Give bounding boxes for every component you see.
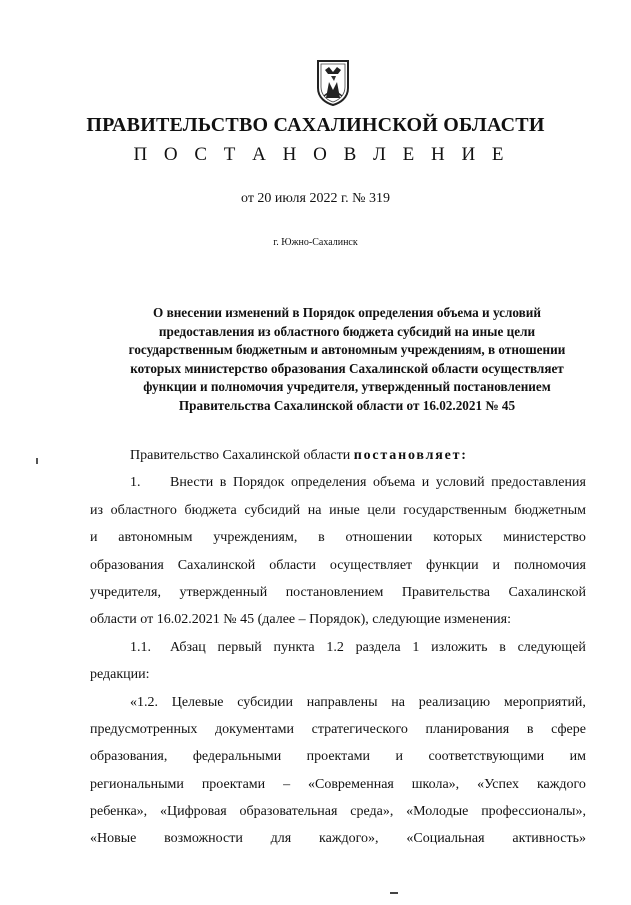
word: возможности [164,831,243,847]
quote-line [90,716,586,743]
word: в [499,639,506,655]
word: полномочия [513,557,586,573]
word: первый [217,639,262,655]
document-subject [112,304,582,416]
quote-line [90,689,586,716]
word: министерство [503,530,586,546]
subject-line: которых министерство образования Сахалинской области осуществляет [130,360,564,376]
item-number: 1.1. [130,639,151,655]
word: активность» [512,831,586,847]
word: которых [433,530,483,546]
word: из [90,502,104,518]
government-title: ПРАВИТЕЛЬСТВО САХАЛИНСКОЙ ОБЛАСТИ [86,114,545,136]
subject-line: предоставления из областного бюджета субсидий на иные цели [158,323,536,339]
word: автономным [118,530,193,546]
word: среда», [350,804,394,820]
decree-prefix: Правительство Сахалинской области [130,448,351,463]
word: образования, [90,749,168,765]
scan-mark [390,892,398,894]
word: бюджета [184,502,237,518]
subject-line: функции и полномочия учредителя, утвержденный постановлением [143,379,551,395]
word: функции [426,557,479,573]
word: изложить [431,639,488,655]
subject-line: Правительства Сахалинской области от 16.02.2021 № 45 [178,397,516,413]
scan-mark [36,458,38,464]
word: области [269,557,316,573]
word: сфере [551,721,586,737]
quote-line [90,743,586,770]
word: направлены [306,694,378,710]
item-1-first-line [90,469,586,496]
word: 1.2 [326,639,344,655]
word: «Молодые [406,804,469,820]
quote-line [90,798,586,825]
word: и [395,749,403,765]
document-body [90,442,586,853]
word: иные [329,502,360,518]
paragraph-line [90,579,586,606]
paragraph-line [90,524,586,551]
document-type: П О С Т А Н О В Л Е Н И Е [133,144,510,165]
word: «Современная [307,776,394,792]
word: проектами [201,776,266,792]
word: «Цифровая [159,804,227,820]
word: Правительства [401,584,491,600]
word: Порядок [232,475,285,491]
coat-of-arms-icon [312,58,354,106]
word: им [569,749,586,765]
decree-line [90,442,586,469]
word: раздела [355,639,401,655]
word: осуществляет [329,557,413,573]
paragraph-line [170,469,586,496]
word: Сахалинской [177,557,256,573]
quote-line [90,825,586,852]
word: пункта [273,639,315,655]
word: объема [373,475,416,491]
word: – [283,776,291,792]
word: и [90,530,98,546]
paragraph-line: редакции: [90,667,150,683]
word: образования [90,557,164,573]
word: региональными [90,776,184,792]
word: каждого [536,776,586,792]
word: документами [215,721,295,737]
word: реализацию [418,694,491,710]
word: цели [367,502,396,518]
word: условий [435,475,485,491]
word: 1 [412,639,420,655]
decree-word: постановляет: [353,448,468,463]
word: федеральными [192,749,282,765]
quote-line [90,771,586,798]
item-1-1-first-line [90,634,586,661]
word: и [492,557,501,573]
word: учреждениям, [213,530,298,546]
subject-line: государственным бюджетным и автономным учреждениям, в отношении [128,342,566,358]
word: проектами [306,749,371,765]
word: и [421,475,430,491]
word: каждого», [319,831,379,847]
word: утвержденный [179,584,268,600]
paragraph-line [90,497,586,524]
date-and-number: от 20 июля 2022 г. № 319 [241,191,390,206]
word: «Социальная [406,831,485,847]
paragraph-line [90,552,586,579]
word: предусмотренных [90,721,198,737]
word: в [318,530,325,546]
word: Внести [170,475,214,491]
word: в [526,721,534,737]
word: на [307,502,322,518]
paragraph-line: области от 16.02.2021 № 45 (далее – Порядок), следующие изменения: [90,612,511,628]
word: школа», [411,776,460,792]
city-name: г. Южно-Сахалинск [273,237,358,248]
word: «Успех [477,776,520,792]
subject-line: О внесении изменений в Порядок определения объема и условий [153,305,541,320]
word: Целевые [171,694,224,710]
word: «1.2. [130,694,158,710]
word: субсидий [244,502,301,518]
word: государственным [403,502,507,518]
word: бюджетным [514,502,586,518]
word: Абзац [170,639,206,655]
word: следующей [517,639,586,655]
word: мероприятий, [503,694,586,710]
word: в [219,475,227,491]
word: отношении [345,530,413,546]
word: учредителя, [90,584,161,600]
word: стратегического [311,721,408,737]
word: образовательная [239,804,338,820]
word: планирования [425,721,510,737]
word: Сахалинской [508,584,586,600]
word: постановлением [285,584,384,600]
word: для [270,831,292,847]
word: ребенка», [90,804,148,820]
word: областного [110,502,177,518]
word: определения [290,475,367,491]
word: профессионалы», [481,804,586,820]
word: предоставления [491,475,586,491]
paragraph-line [170,634,586,661]
word: соответствующими [428,749,545,765]
word: субсидии [237,694,294,710]
word: на [391,694,405,710]
word: «Новые [90,831,137,847]
item-number: 1. [130,475,141,491]
